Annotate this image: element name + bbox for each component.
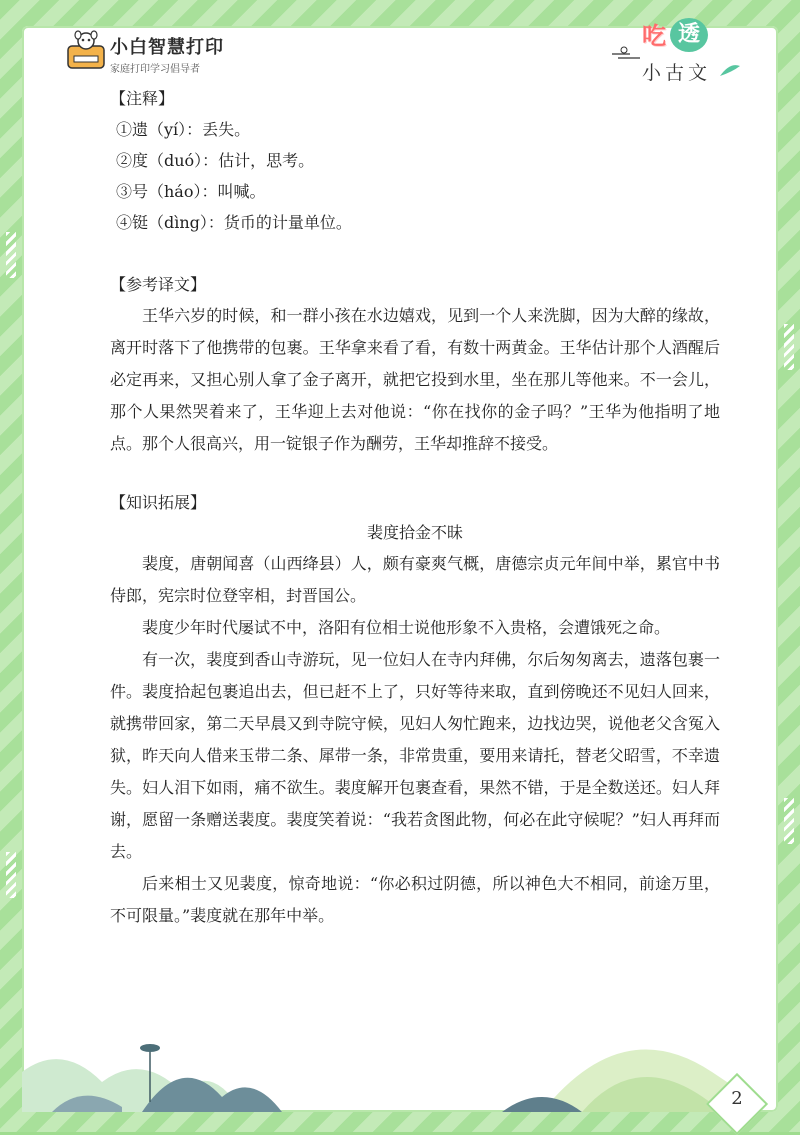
extension-title: 裴度拾金不昧: [366, 523, 463, 542]
frame-decoration: [784, 324, 794, 370]
leaf-icon: [718, 62, 742, 80]
frame-decoration: [6, 232, 16, 278]
note-item: ②度（duó）：估计，思考。: [116, 151, 315, 170]
note-item: ①遗（yí）：丢失。: [116, 120, 251, 139]
extension-paragraph: 有一次，裴度到香山寺游玩，见一位妇人在寺内拜佛，尔后匆匆离去，遗落包裹一件。裴度拾起包裹追出去，但已赶不上了，只好等待来取，直到傍晚还不见妇人回来，就携带回家，第二天早晨又到寺院守候，见妇人匆忙跑来，边找边哭，说他老父含冤入狱，昨天向人借来玉带二条、犀带一条，非常贵重，要用来请托，替老父昭雪，不幸遗失。妇人泪下如雨，痛不欲生。裴度解开包裹查看，果然不错，于是全数送还。妇人拜谢，愿留一条赠送裴度。裴度笑着说：“我若贪图此物，何必在此守候呢？”妇人再拜而去。: [110, 650, 720, 861]
brand-block: [110, 33, 224, 75]
brand-name: 小白智慧打印: [110, 37, 224, 58]
notes-heading: 【注释】: [110, 89, 175, 108]
series-char-chi: 吃: [642, 22, 666, 50]
translation-heading: 【参考译文】: [110, 275, 207, 294]
series-subtitle: 小古文: [642, 62, 712, 84]
mountain-landscape-illustration: [22, 1002, 742, 1112]
frame-decoration: [6, 852, 16, 898]
extension-heading: 【知识拓展】: [110, 493, 207, 512]
note-item: ④铤（dìng）：货币的计量单位。: [116, 213, 352, 232]
extension-paragraph: 后来相士又见裴度，惊奇地说：“你必积过阴德，所以神色大不相同，前途万里，不可限量。”裴度就在那年中举。: [110, 874, 720, 925]
document-body: [110, 84, 720, 932]
frame-decoration: [784, 798, 794, 844]
note-item: ③号（háo）：叫喊。: [116, 182, 266, 201]
extension-paragraph: 裴度，唐朝闻喜（山西绛县）人，颇有豪爽气概，唐德宗贞元年间中举，累官中书侍郎，宪宗时位登宰相，封晋国公。: [110, 554, 720, 605]
series-char-tou: 透: [670, 18, 708, 52]
series-logo: [610, 14, 740, 84]
cloud-line-icon: [610, 44, 644, 62]
extension-paragraph: 裴度少年时代屡试不中，洛阳有位相士说他形象不入贵格，会遭饿死之命。: [142, 618, 671, 637]
printer-mascot-logo-icon: [66, 30, 106, 70]
brand-tagline: 家庭打印学习倡导者: [110, 64, 200, 75]
page-number: 2: [731, 1088, 743, 1109]
translation-text: 王华六岁的时候，和一群小孩在水边嬉戏，见到一个人来洗脚，因为大醉的缘故，离开时落下了他携带的包裹。王华拿来看了看，有数十两黄金。王华估计那个人酒醒后必定再来，又担心别人拿了金子离开，就把它投到水里，坐在那儿等他来。不一会儿，那个人果然哭着来了，王华迎上去对他说：“你在找你的金子吗？”王华为他指明了地点。那个人很高兴，用一锭银子作为酬劳，王华却推辞不接受。: [110, 306, 720, 453]
